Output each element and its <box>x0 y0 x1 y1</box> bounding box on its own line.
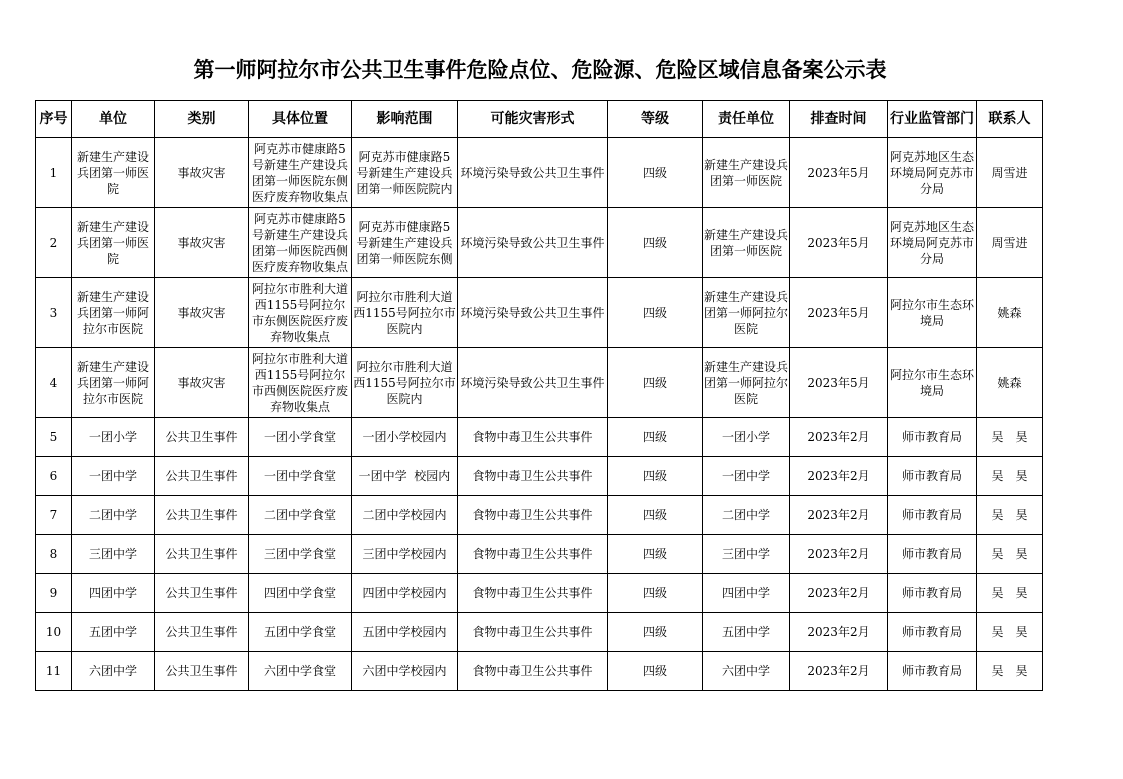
table-row <box>36 652 1043 691</box>
cell-scope: 五团中学校园内 <box>352 613 458 652</box>
header-category: 类别 <box>155 101 249 138</box>
cell-scope: 六团中学校园内 <box>352 652 458 691</box>
cell-scope: 一团中学 校园内 <box>352 457 458 496</box>
cell-location: 阿拉尔市胜利大道西1155号阿拉尔市东侧医院医疗废弃物收集点 <box>249 278 352 348</box>
cell-unit: 新建生产建设兵团第一师医院 <box>72 208 155 278</box>
cell-serial: 6 <box>36 457 72 496</box>
cell-level: 四级 <box>608 348 703 418</box>
cell-hazard-form: 食物中毒卫生公共事件 <box>458 613 608 652</box>
cell-responsible-unit: 新建生产建设兵团第一师医院 <box>703 208 790 278</box>
cell-level: 四级 <box>608 535 703 574</box>
cell-regulator: 阿拉尔市生态环境局 <box>888 278 977 348</box>
table-row <box>36 496 1043 535</box>
table-row <box>36 457 1043 496</box>
cell-responsible-unit: 五团中学 <box>703 613 790 652</box>
cell-regulator: 师市教育局 <box>888 418 977 457</box>
cell-responsible-unit: 二团中学 <box>703 496 790 535</box>
document-title: 第一师阿拉尔市公共卫生事件危险点位、危险源、危险区域信息备案公示表 <box>193 57 887 82</box>
cell-location: 二团中学食堂 <box>249 496 352 535</box>
cell-location: 一团中学食堂 <box>249 457 352 496</box>
cell-serial: 4 <box>36 348 72 418</box>
cell-scope: 二团中学校园内 <box>352 496 458 535</box>
cell-unit: 四团中学 <box>72 574 155 613</box>
cell-category: 公共卫生事件 <box>155 496 249 535</box>
cell-category: 公共卫生事件 <box>155 457 249 496</box>
cell-inspection-date: 2023年5月 <box>790 278 888 348</box>
cell-scope: 三团中学校园内 <box>352 535 458 574</box>
cell-unit: 新建生产建设兵团第一师阿拉尔市医院 <box>72 348 155 418</box>
table-row <box>36 138 1043 208</box>
cell-responsible-unit: 新建生产建设兵团第一师医院 <box>703 138 790 208</box>
table-row <box>36 418 1043 457</box>
cell-serial: 5 <box>36 418 72 457</box>
cell-responsible-unit: 六团中学 <box>703 652 790 691</box>
cell-responsible-unit: 新建生产建设兵团第一师阿拉尔医院 <box>703 278 790 348</box>
cell-serial: 10 <box>36 613 72 652</box>
cell-hazard-form: 食物中毒卫生公共事件 <box>458 574 608 613</box>
cell-category: 事故灾害 <box>155 138 249 208</box>
cell-serial: 7 <box>36 496 72 535</box>
cell-responsible-unit: 三团中学 <box>703 535 790 574</box>
cell-regulator: 师市教育局 <box>888 613 977 652</box>
cell-regulator: 阿拉尔市生态环境局 <box>888 348 977 418</box>
cell-contact: 姚森 <box>977 278 1043 348</box>
cell-level: 四级 <box>608 652 703 691</box>
cell-hazard-form: 环境污染导致公共卫生事件 <box>458 208 608 278</box>
cell-contact: 吴 昊 <box>977 418 1043 457</box>
cell-contact: 吴 昊 <box>977 535 1043 574</box>
cell-inspection-date: 2023年2月 <box>790 496 888 535</box>
header-responsible-unit: 责任单位 <box>703 101 790 138</box>
cell-hazard-form: 环境污染导致公共卫生事件 <box>458 348 608 418</box>
cell-category: 事故灾害 <box>155 208 249 278</box>
cell-serial: 2 <box>36 208 72 278</box>
cell-contact: 周雪进 <box>977 208 1043 278</box>
header-unit: 单位 <box>72 101 155 138</box>
cell-hazard-form: 食物中毒卫生公共事件 <box>458 457 608 496</box>
cell-location: 四团中学食堂 <box>249 574 352 613</box>
cell-scope: 阿克苏市健康路5号新建生产建设兵团第一师医院东侧 <box>352 208 458 278</box>
cell-inspection-date: 2023年2月 <box>790 574 888 613</box>
table-header-row <box>36 101 1043 138</box>
cell-hazard-form: 食物中毒卫生公共事件 <box>458 418 608 457</box>
cell-level: 四级 <box>608 278 703 348</box>
table-row <box>36 348 1043 418</box>
table-row <box>36 574 1043 613</box>
cell-unit: 六团中学 <box>72 652 155 691</box>
cell-inspection-date: 2023年2月 <box>790 457 888 496</box>
cell-serial: 3 <box>36 278 72 348</box>
cell-unit: 五团中学 <box>72 613 155 652</box>
cell-contact: 吴 昊 <box>977 574 1043 613</box>
header-scope: 影响范围 <box>352 101 458 138</box>
cell-location: 五团中学食堂 <box>249 613 352 652</box>
cell-regulator: 师市教育局 <box>888 574 977 613</box>
cell-location: 阿拉尔市胜利大道西1155号阿拉尔市西侧医院医疗废弃物收集点 <box>249 348 352 418</box>
hazard-registry-table <box>35 100 1043 691</box>
cell-regulator: 师市教育局 <box>888 535 977 574</box>
cell-category: 公共卫生事件 <box>155 418 249 457</box>
cell-regulator: 阿克苏地区生态环境局阿克苏市分局 <box>888 208 977 278</box>
header-serial: 序号 <box>36 101 72 138</box>
cell-scope: 阿拉尔市胜利大道西1155号阿拉尔市医院内 <box>352 348 458 418</box>
cell-hazard-form: 环境污染导致公共卫生事件 <box>458 138 608 208</box>
cell-location: 阿克苏市健康路5号新建生产建设兵团第一师医院西侧医疗废弃物收集点 <box>249 208 352 278</box>
cell-location: 一团小学食堂 <box>249 418 352 457</box>
cell-contact: 吴 昊 <box>977 652 1043 691</box>
cell-level: 四级 <box>608 138 703 208</box>
header-regulator: 行业监管部门 <box>888 101 977 138</box>
cell-scope: 阿克苏市健康路5号新建生产建设兵团第一师医院院内 <box>352 138 458 208</box>
cell-level: 四级 <box>608 574 703 613</box>
cell-inspection-date: 2023年2月 <box>790 652 888 691</box>
cell-hazard-form: 食物中毒卫生公共事件 <box>458 652 608 691</box>
cell-hazard-form: 食物中毒卫生公共事件 <box>458 535 608 574</box>
cell-inspection-date: 2023年5月 <box>790 208 888 278</box>
header-level: 等级 <box>608 101 703 138</box>
cell-hazard-form: 食物中毒卫生公共事件 <box>458 496 608 535</box>
header-location: 具体位置 <box>249 101 352 138</box>
cell-responsible-unit: 新建生产建设兵团第一师阿拉尔医院 <box>703 348 790 418</box>
cell-unit: 新建生产建设兵团第一师医院 <box>72 138 155 208</box>
table-row <box>36 208 1043 278</box>
cell-contact: 姚森 <box>977 348 1043 418</box>
cell-unit: 二团中学 <box>72 496 155 535</box>
cell-regulator: 师市教育局 <box>888 652 977 691</box>
cell-contact: 吴 昊 <box>977 496 1043 535</box>
cell-location: 六团中学食堂 <box>249 652 352 691</box>
header-contact: 联系人 <box>977 101 1043 138</box>
cell-responsible-unit: 一团中学 <box>703 457 790 496</box>
cell-category: 事故灾害 <box>155 278 249 348</box>
cell-unit: 新建生产建设兵团第一师阿拉尔市医院 <box>72 278 155 348</box>
cell-level: 四级 <box>608 457 703 496</box>
cell-unit: 三团中学 <box>72 535 155 574</box>
cell-scope: 四团中学校园内 <box>352 574 458 613</box>
cell-contact: 吴 昊 <box>977 613 1043 652</box>
cell-location: 三团中学食堂 <box>249 535 352 574</box>
cell-category: 事故灾害 <box>155 348 249 418</box>
cell-inspection-date: 2023年2月 <box>790 418 888 457</box>
cell-category: 公共卫生事件 <box>155 574 249 613</box>
cell-level: 四级 <box>608 613 703 652</box>
cell-unit: 一团中学 <box>72 457 155 496</box>
header-inspection-date: 排查时间 <box>790 101 888 138</box>
cell-contact: 周雪进 <box>977 138 1043 208</box>
cell-unit: 一团小学 <box>72 418 155 457</box>
cell-inspection-date: 2023年2月 <box>790 613 888 652</box>
cell-scope: 阿拉尔市胜利大道西1155号阿拉尔市医院内 <box>352 278 458 348</box>
cell-inspection-date: 2023年5月 <box>790 138 888 208</box>
cell-serial: 1 <box>36 138 72 208</box>
cell-responsible-unit: 四团中学 <box>703 574 790 613</box>
cell-inspection-date: 2023年5月 <box>790 348 888 418</box>
cell-serial: 8 <box>36 535 72 574</box>
cell-regulator: 师市教育局 <box>888 457 977 496</box>
cell-scope: 一团小学校园内 <box>352 418 458 457</box>
cell-contact: 吴 昊 <box>977 457 1043 496</box>
cell-serial: 9 <box>36 574 72 613</box>
cell-level: 四级 <box>608 208 703 278</box>
header-hazard-form: 可能灾害形式 <box>458 101 608 138</box>
cell-location: 阿克苏市健康路5号新建生产建设兵团第一师医院东侧医疗废弃物收集点 <box>249 138 352 208</box>
cell-regulator: 阿克苏地区生态环境局阿克苏市分局 <box>888 138 977 208</box>
cell-regulator: 师市教育局 <box>888 496 977 535</box>
table-row <box>36 613 1043 652</box>
cell-responsible-unit: 一团小学 <box>703 418 790 457</box>
cell-category: 公共卫生事件 <box>155 652 249 691</box>
table-row <box>36 278 1043 348</box>
cell-level: 四级 <box>608 496 703 535</box>
cell-hazard-form: 环境污染导致公共卫生事件 <box>458 278 608 348</box>
cell-serial: 11 <box>36 652 72 691</box>
cell-inspection-date: 2023年2月 <box>790 535 888 574</box>
cell-category: 公共卫生事件 <box>155 613 249 652</box>
cell-level: 四级 <box>608 418 703 457</box>
cell-category: 公共卫生事件 <box>155 535 249 574</box>
table-row <box>36 535 1043 574</box>
